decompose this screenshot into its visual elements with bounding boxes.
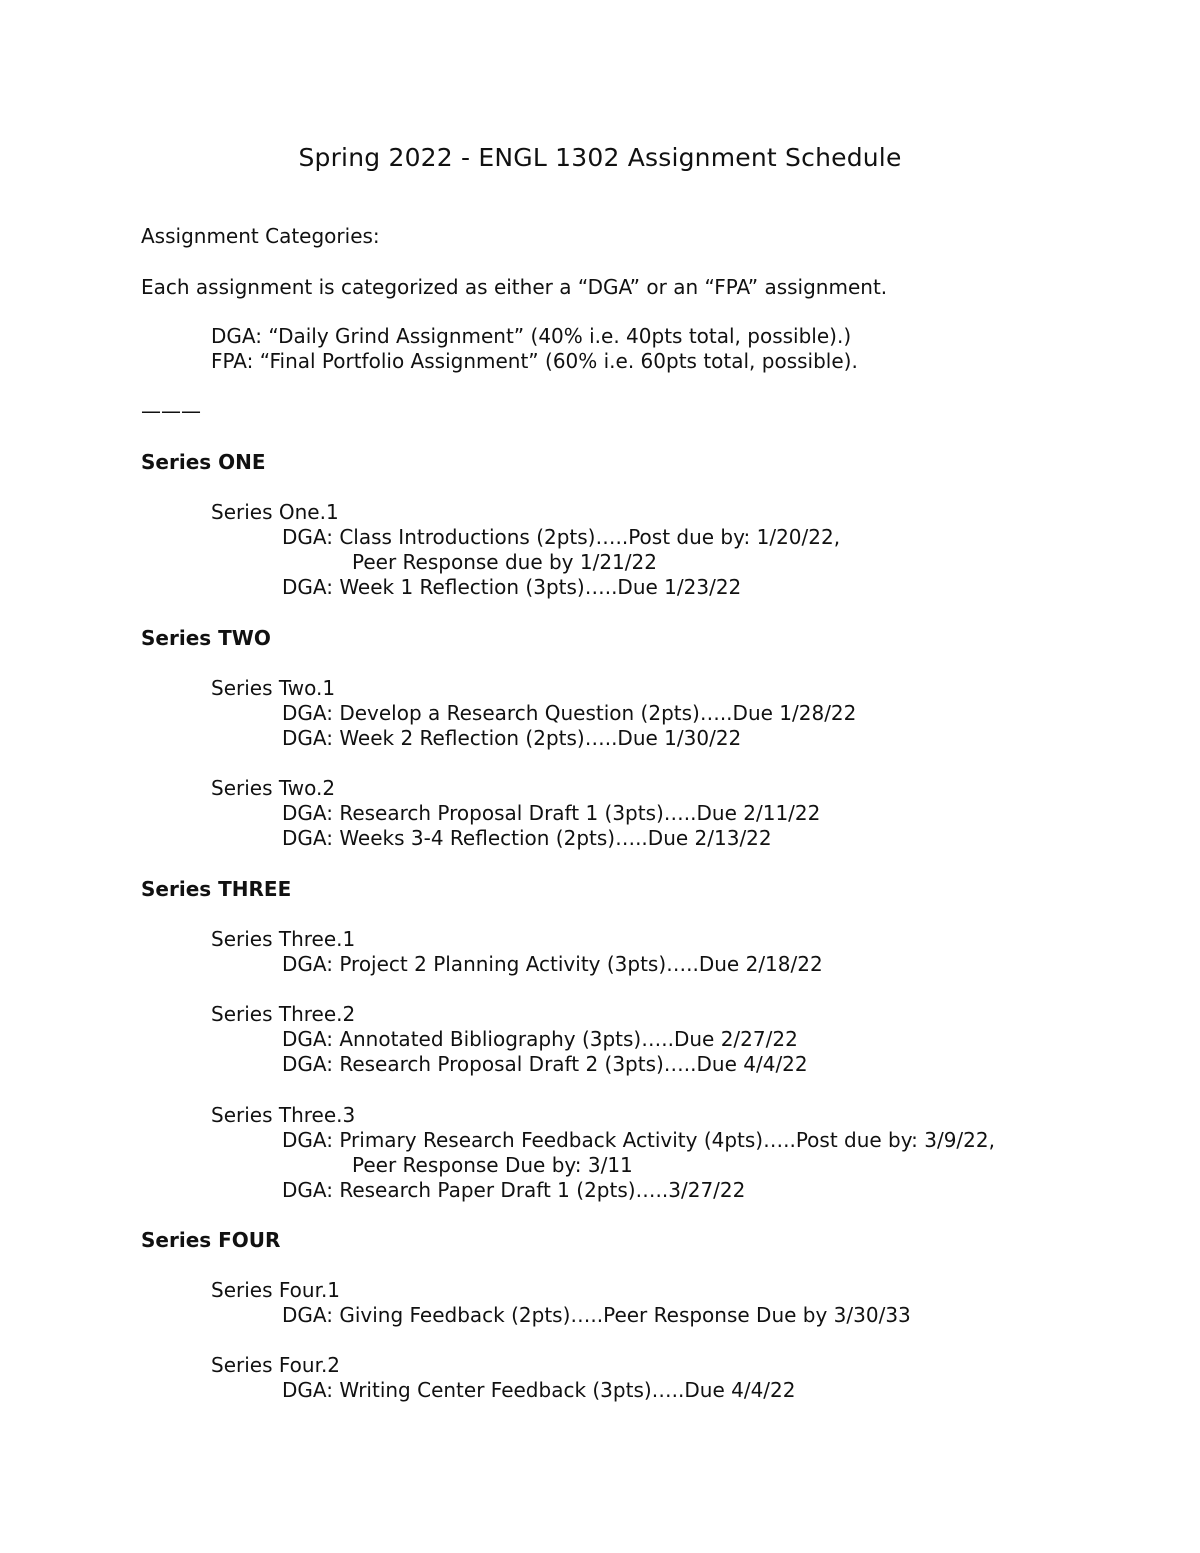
- series-heading: Series FOUR: [141, 1228, 281, 1252]
- assignment-item: DGA: Giving Feedback (2pts)…..Peer Response Due by 3/30/33: [282, 1303, 911, 1327]
- series-heading: Series TWO: [141, 626, 271, 650]
- dga-definition: DGA: “Daily Grind Assignment” (40% i.e. 40pts total, possible).): [211, 324, 852, 348]
- subseries-label: Series Three.1: [211, 927, 356, 951]
- subseries-label: Series Three.3: [211, 1103, 356, 1127]
- subseries-label: Series One.1: [211, 500, 339, 524]
- assignment-item: DGA: Week 1 Reflection (3pts)…..Due 1/23/22: [282, 575, 742, 599]
- assignment-item: DGA: Project 2 Planning Activity (3pts)…..Due 2/18/22: [282, 952, 823, 976]
- subseries-label: Series Two.1: [211, 676, 336, 700]
- assignment-item: DGA: Develop a Research Question (2pts)…..Due 1/28/22: [282, 701, 857, 725]
- assignment-item: DGA: Weeks 3-4 Reflection (2pts)…..Due 2/13/22: [282, 826, 772, 850]
- assignment-item: DGA: Week 2 Reflection (2pts)…..Due 1/30/22: [282, 726, 742, 750]
- section-divider: ———: [141, 399, 201, 423]
- subseries-label: Series Four.2: [211, 1353, 341, 1377]
- series-heading: Series THREE: [141, 877, 292, 901]
- subseries-label: Series Two.2: [211, 776, 336, 800]
- assignment-item: DGA: Research Proposal Draft 2 (3pts)…..Due 4/4/22: [282, 1052, 808, 1076]
- categories-heading: Assignment Categories:: [141, 224, 380, 248]
- assignment-item: DGA: Writing Center Feedback (3pts)…..Due 4/4/22: [282, 1378, 796, 1402]
- assignment-item: DGA: Research Paper Draft 1 (2pts)…..3/27/22: [282, 1178, 746, 1202]
- subseries-label: Series Three.2: [211, 1002, 356, 1026]
- assignment-item: DGA: Class Introductions (2pts)…..Post due by: 1/20/22,: [282, 525, 841, 549]
- subseries-label: Series Four.1: [211, 1278, 341, 1302]
- categories-sentence: Each assignment is categorized as either a “DGA” or an “FPA” assignment.: [141, 275, 888, 299]
- assignment-item-continuation: Peer Response due by 1/21/22: [352, 550, 657, 574]
- assignment-item: DGA: Annotated Bibliography (3pts)…..Due 2/27/22: [282, 1027, 798, 1051]
- assignment-item: DGA: Primary Research Feedback Activity (4pts)…..Post due by: 3/9/22,: [282, 1128, 995, 1152]
- fpa-definition: FPA: “Final Portfolio Assignment” (60% i.e. 60pts total, possible).: [211, 349, 858, 373]
- assignment-item-continuation: Peer Response Due by: 3/11: [352, 1153, 633, 1177]
- assignment-item: DGA: Research Proposal Draft 1 (3pts)…..Due 2/11/22: [282, 801, 821, 825]
- series-heading: Series ONE: [141, 450, 266, 474]
- page-title: Spring 2022 - ENGL 1302 Assignment Schedule: [298, 143, 902, 172]
